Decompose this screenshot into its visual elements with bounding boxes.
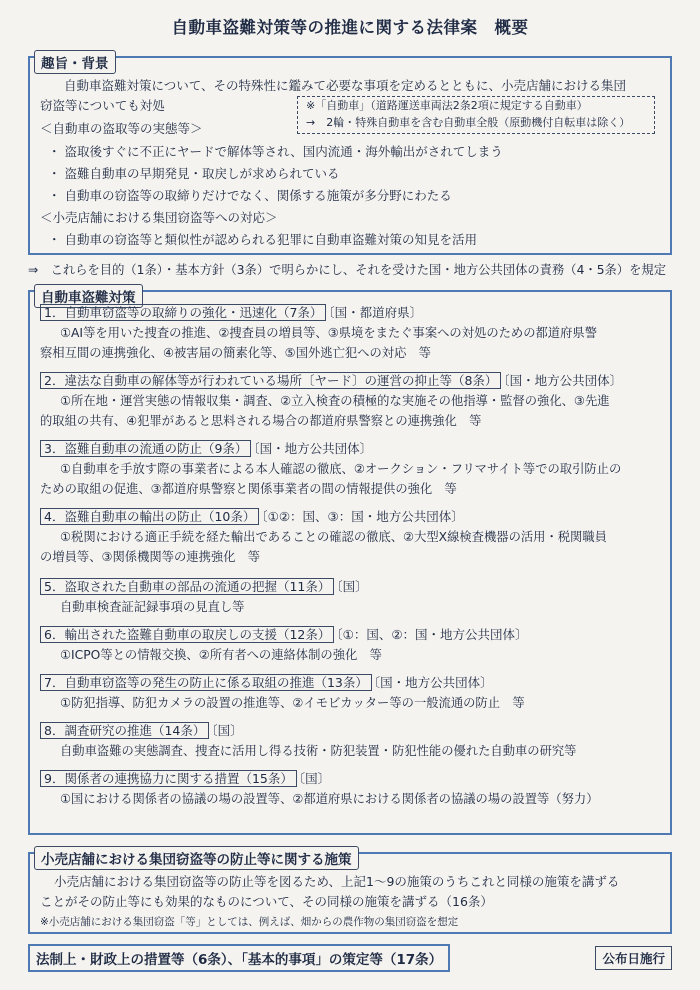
note-line-2: → 2輪・特殊自動車を含む自動車全般（原動機付自転車は除く） — [306, 116, 631, 129]
item-label: 2．違法な自動車の解体等が行われている場所〔ヤード〕の運営の抑止等（8条） — [40, 372, 501, 389]
retail-line-1: 小売店舗における集団窃盗等の防止等を図るため、上記1～9の施策のうちこれと同様の施策を講ずる — [54, 874, 620, 889]
bullet-3 — [48, 188, 452, 204]
countermeasure-item-2-title — [40, 372, 622, 389]
retail-theft-header: 小売店舗における集団窃盗等の防止等に関する施策 — [34, 846, 359, 870]
item-label: 3．盗難自動車の流通の防止（9条） — [40, 440, 251, 457]
countermeasure-item-9-title — [40, 770, 330, 787]
item-detail-line: ①自動車を手放す際の事業者による本人確認の徹底、②オークション・フリマサイト等での取引防止の — [60, 462, 622, 476]
subheading-theft-situation: ＜自動車の盗取等の実態等＞ — [40, 121, 203, 136]
item-responsible-party: 〔国・地方公共団体〕 — [253, 441, 373, 456]
item-detail-line: ①防犯指導、防犯カメラの設置の推進等、②イモビカッター等の一般流通の防止 等 — [60, 696, 525, 710]
purpose-background-header: 趣旨・背景 — [34, 50, 116, 74]
item-responsible-party: 〔国〕 — [211, 723, 243, 738]
bullet-mark: ・ — [48, 144, 61, 159]
item-detail-line: ①ICPO等との情報交換、②所有者への連絡体制の強化 等 — [60, 648, 382, 662]
bullet-2 — [48, 166, 340, 182]
bullet-1 — [48, 144, 503, 160]
item-detail-line: 察相互間の連携強化、④被害届の簡素化等、⑤国外逃亡犯への対応 等 — [40, 346, 431, 360]
item-detail-line: 的取組の共有、④犯罪があると思料される場合の都道府県警察との連携強化 等 — [40, 414, 482, 428]
item-responsible-party: 〔国・都道府県〕 — [328, 305, 423, 320]
legal-measures-box: 法制上・財政上の措置等（6条）、「基本的事項」の策定等（17条） — [28, 944, 450, 972]
note-line-1: ※「自動車」（道路運送車両法2条2項に規定する自動車） — [306, 99, 588, 112]
subheading-retail-theft: ＜小売店舗における集団窃盗等への対応＞ — [40, 210, 278, 225]
bullet-text: 自動車の窃盗等の取締りだけでなく、関係する施策が多分野にわたる — [64, 188, 452, 203]
bullet-4 — [48, 232, 477, 248]
item-label: 5．盗取された自動車の部品の流通の把握（11条） — [40, 578, 334, 595]
intro-line-1: 自動車盗難対策について、その特殊性に鑑みて必要な事項を定めるとともに、小売店舗における集団 — [64, 78, 627, 93]
bullet-mark: ・ — [48, 188, 61, 203]
bullet-text: 盗難自動車の早期発見・取戻しが求められている — [64, 166, 340, 181]
countermeasure-item-5-title — [40, 578, 368, 595]
item-label: 4．盗難自動車の輸出の防止（10条） — [40, 508, 259, 525]
countermeasure-item-7-title — [40, 674, 493, 691]
retail-note: ※小売店舗における集団窃盗「等」としては、例えば、畑からの農作物の集団窃盗を想定 — [40, 916, 459, 928]
countermeasure-items — [28, 290, 672, 835]
item-detail-line: 自動車検査証記録事項の見直し等 — [60, 600, 245, 614]
item-responsible-party: 〔国・地方公共団体〕 — [373, 675, 493, 690]
item-detail-line: 自動車盗難の実態調査、捜査に活用し得る技術・防犯装置・防犯性能の優れた自動車の研究等 — [60, 744, 577, 758]
bullet-mark: ・ — [48, 166, 61, 181]
item-detail-line: ①AI等を用いた捜査の推進、②捜査員の増員等、③県境をまたぐ事案への対処のための都道府県警 — [60, 326, 597, 340]
item-detail-line: ①税関における適正手続を経た輸出であることの確認の徹底、②大型X線検査機器の活用・税関職員 — [60, 530, 607, 544]
item-label: 9．関係者の連携協力に関する措置（15条） — [40, 770, 297, 787]
item-responsible-party: 〔国〕 — [298, 771, 331, 786]
item-detail-line: ①所在地・運営実態の情報収集・調査、②立入検査の積極的な実施その他指導・監督の強化、③先進 — [60, 394, 610, 408]
retail-line-2: ことがその防止等にも効果的なものについて、その同様の施策を講ずる（16条） — [40, 894, 493, 909]
enforcement-badge: 公布日施行 — [595, 946, 672, 970]
countermeasure-item-3-title — [40, 440, 372, 457]
page-title: 自動車盗難対策等の推進に関する法律案 概要 — [171, 18, 529, 37]
countermeasure-item-1-title — [40, 304, 422, 321]
item-detail-line: の増員等、③関係機関等の連携強化 等 — [40, 550, 261, 564]
countermeasure-item-8-title — [40, 722, 243, 739]
item-responsible-party: 〔国〕 — [336, 579, 368, 594]
item-responsible-party: 〔①②：国、③：国・地方公共団体〕 — [261, 509, 464, 524]
countermeasure-item-4-title — [40, 508, 464, 525]
item-detail-line: ための取組の促進、③都道府県警察と関係事業者の間の情報提供の強化 等 — [40, 482, 457, 496]
bullet-mark: ・ — [48, 232, 61, 247]
item-label: 1．自動車窃盗等の取締りの強化・迅速化（7条） — [40, 304, 326, 321]
bullet-text: 盗取後すぐに不正にヤードで解体等され、国内流通・海外輸出がされてしまう — [64, 144, 503, 159]
purpose-arrow-line: ⇒ これらを目的（1条）・基本方針（3条）で明らかにし、それを受けた国・地方公共団体の責務（4・5条）を規定 — [28, 263, 666, 277]
item-label: 7．自動車窃盗等の発生の防止に係る取組の推進（13条） — [40, 674, 372, 691]
countermeasure-item-6-title — [40, 626, 528, 643]
countermeasures-header: 自動車盗難対策 — [34, 284, 143, 308]
intro-line-2: 窃盗等についても対処 — [40, 98, 165, 113]
item-responsible-party: 〔①：国、②：国・地方公共団体〕 — [336, 627, 528, 642]
item-label: 6．輸出された盗難自動車の取戻しの支援（12条） — [40, 626, 334, 643]
item-detail-line: ①国における関係者の協議の場の設置等、②都道府県における関係者の協議の場の設置等（努力） — [60, 792, 599, 806]
item-responsible-party: 〔国・地方公共団体〕 — [503, 373, 623, 388]
bullet-text: 自動車の窃盗等と類似性が認められる犯罪に自動車盗難対策の知見を活用 — [64, 232, 478, 247]
item-label: 8．調査研究の推進（14条） — [40, 722, 209, 739]
